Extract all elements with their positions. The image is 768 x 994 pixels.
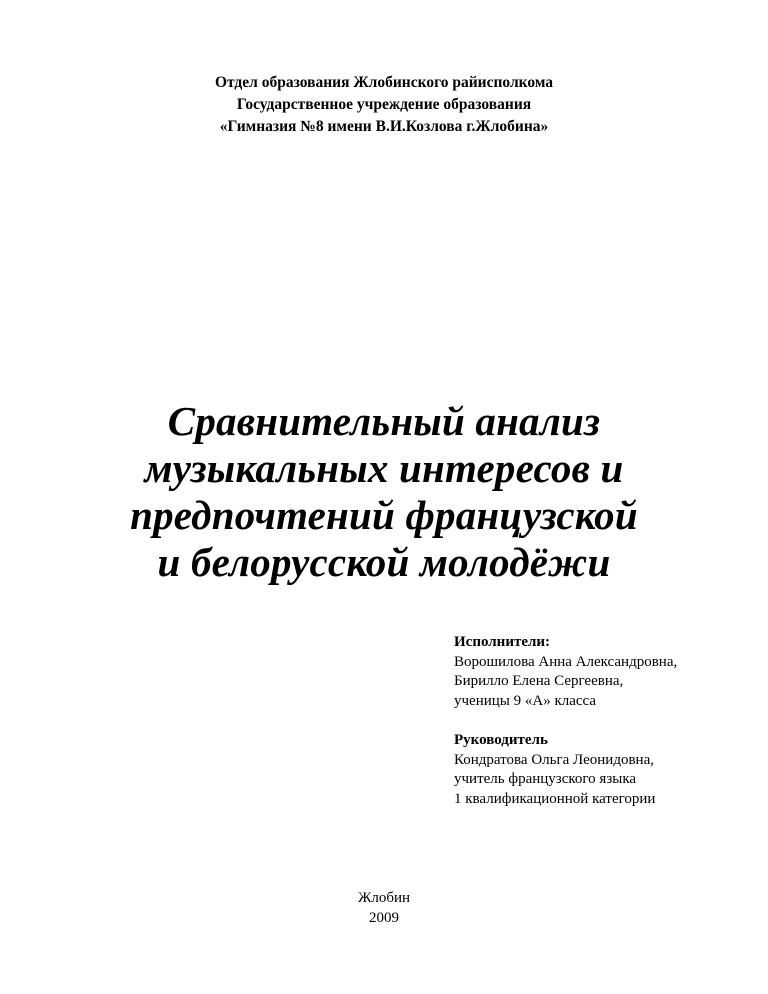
institution-line: Государственное учреждение образования bbox=[236, 96, 532, 113]
supervisor-category: 1 квалификационной категории bbox=[454, 790, 656, 807]
gymnasium-line: «Гимназия №8 имени В.И.Козлова г.Жлобина» bbox=[219, 118, 549, 135]
title-line-4: и белорусской молодёжи bbox=[157, 539, 611, 585]
author-2: Бирилло Елена Сергеевна, bbox=[454, 673, 624, 689]
supervisor-label: Руководитель bbox=[454, 732, 548, 748]
city: Жлобин bbox=[357, 890, 411, 906]
year: 2009 bbox=[369, 910, 399, 926]
authors-block bbox=[454, 633, 754, 711]
department-line: Отдел образования Жлобинского райисполкома bbox=[214, 74, 554, 91]
author-1: Ворошилова Анна Александровна, bbox=[454, 653, 678, 670]
supervisor-block bbox=[454, 731, 754, 809]
title-line-1: Сравнительный анализ bbox=[167, 398, 601, 444]
title-line-3: предпочтений французской bbox=[130, 492, 638, 538]
supervisor-position: учитель французского языка bbox=[454, 771, 637, 787]
document-title bbox=[0, 398, 768, 586]
authors-label: Исполнители: bbox=[454, 634, 551, 650]
title-line-2: музыкальных интересов и bbox=[144, 445, 624, 491]
supervisor-name: Кондратова Ольга Леонидовна, bbox=[454, 751, 654, 768]
place-and-year bbox=[0, 888, 768, 928]
institution-header bbox=[0, 72, 768, 138]
authors-class: ученицы 9 «А» класса bbox=[454, 692, 597, 709]
